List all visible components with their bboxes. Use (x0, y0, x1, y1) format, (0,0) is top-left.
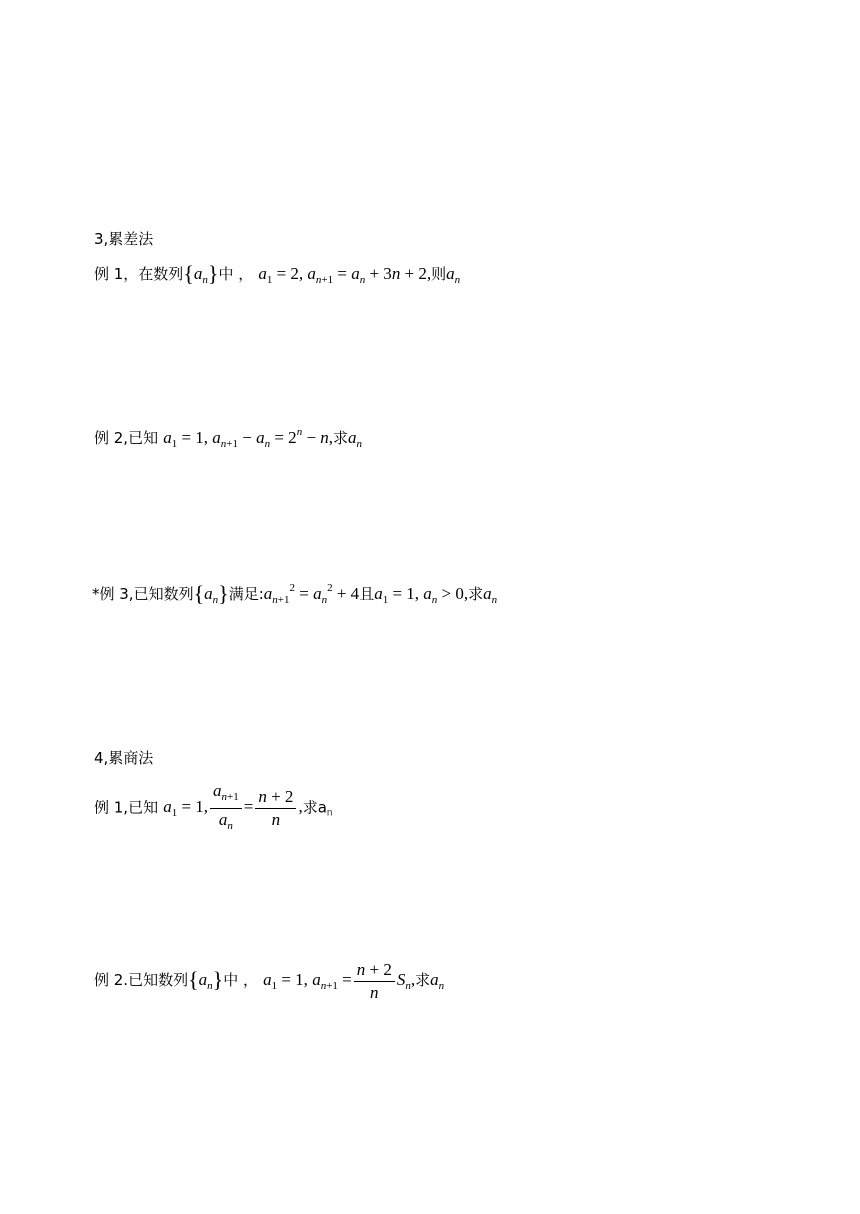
section-4-example-1: 例 1,已知 $a_1 = 1$, $\frac{a_{n+1}}{a_n}$ = $\frac{n + 2}{n}$ ,求an (94, 781, 333, 832)
section-4-example-2: 例 2.已知数列$\{a_n\}$中 ， $a_1 = 1$, $a_{n+1}$ = $\frac{n + 2}{n}$ $S_n$,求$a_n$ (94, 959, 445, 1002)
section-3-example-3: *例 3,已知数列$\{a_n\}$满足$:a_{n+1}^2 = a_n^2 + 4$且$a_1 = 1$, $a_n > 0$,求$a_n$ (92, 581, 498, 606)
section-3-heading: 3,累差法 (94, 230, 154, 248)
section-3-example-1: 例 1，在数列$\{a_n\}$中 ， $a_1 = 2$, $a_{n+1} = a_n + 3n + 2$,则$a_n$ (94, 261, 461, 286)
section-3-example-2: 例 2,已知 $a_1 = 1$, $a_{n+1} - a_n = 2^n - n$,求$a_n$ (94, 426, 363, 450)
formula: $a_1 = 1$, $\frac{a_{n+1}}{a_n}$ = $\frac{n + 2}{n}$ , (163, 781, 303, 832)
formula: $a_1 = 2$, $a_{n+1} = a_n + 3n + 2$, (258, 264, 432, 286)
formula: $a_1 = 1$, $a_{n+1} - a_n = 2^n - n$, (163, 426, 334, 450)
section-4-heading: 4,累商法 (94, 749, 154, 767)
formula: $a_{n+1}^2 = a_n^2 + 4$ (263, 582, 360, 606)
formula: $a_1 = 1$, $a_{n+1}$ = $\frac{n + 2}{n}$ $S_n$, (263, 959, 416, 1002)
